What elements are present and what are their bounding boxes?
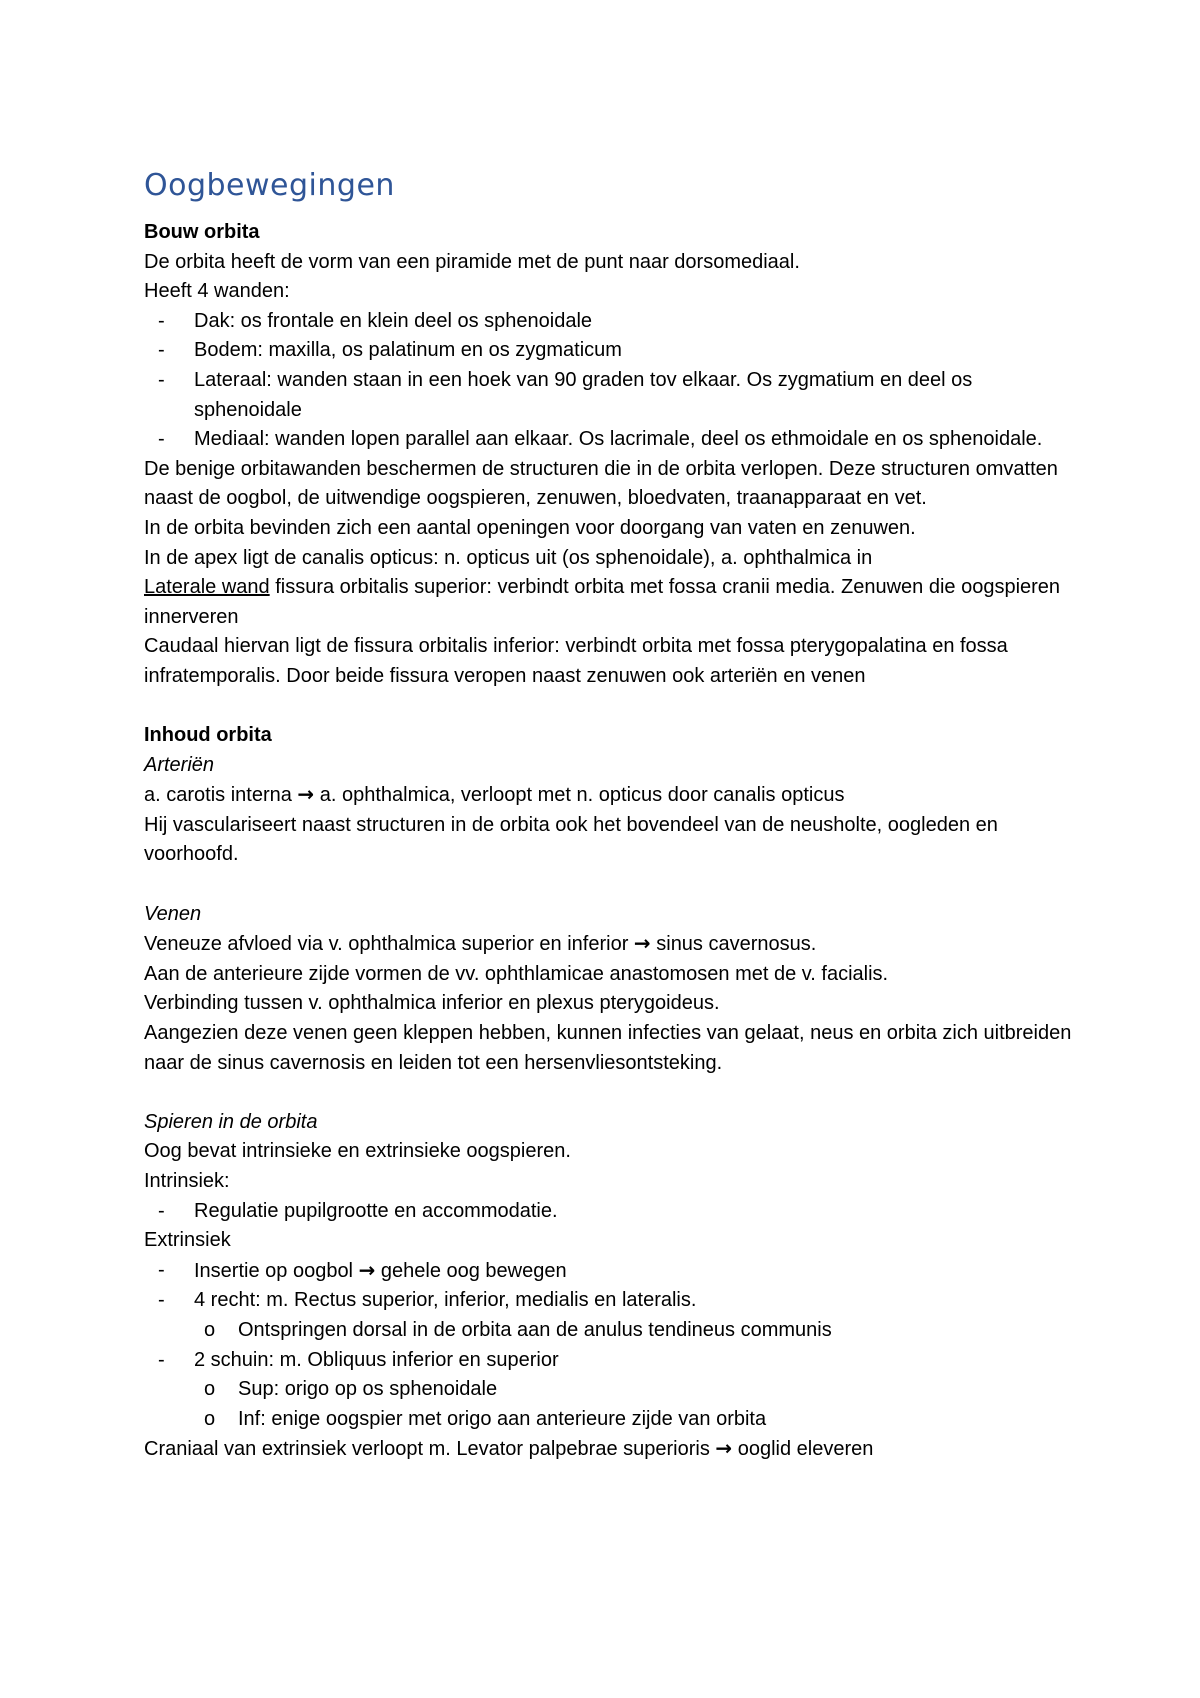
subheading-arterien: Arteriën — [144, 753, 215, 776]
list-item: - Bodem: maxilla, os palatinum en os zygmaticum — [144, 336, 1074, 366]
paragraph: Caudaal hiervan ligt de fissura orbitalis inferior: verbindt orbita met fossa pterygopalatina en fossa infratemporalis. Door beide fissura veropen naast zenuwen ook arteriën en venen — [144, 635, 1008, 687]
paragraph: In de orbita bevinden zich een aantal openingen voor doorgang van vaten en zenuwen. — [144, 516, 916, 539]
circle-marker: o — [204, 1318, 216, 1341]
list-item: o Sup: origo op os sphenoidale — [144, 1375, 1074, 1405]
extrinsic-list — [144, 1346, 1074, 1376]
paragraph: Hij vasculariseert naast structuren in de orbita ook het bovendeel van de neusholte, oogleden en voorhoofd. — [144, 813, 998, 866]
paragraph: De orbita heeft de vorm van een piramide met de punt naar dorsomediaal. — [144, 250, 800, 273]
list-item: - Insertie op oogbol → gehele oog bewegen — [144, 1256, 1074, 1287]
dash-marker: - — [158, 1258, 165, 1281]
paragraph: In de apex ligt de canalis opticus: n. opticus uit (os sphenoidale), a. ophthalmica in — [144, 546, 873, 569]
paragraph: a. carotis interna → a. ophthalmica, verloopt met n. opticus door canalis opticus — [144, 782, 845, 807]
list-item: - 2 schuin: m. Obliquus inferior en superior — [144, 1346, 1074, 1376]
sub-list — [144, 1316, 1074, 1346]
list-item: - 4 recht: m. Rectus superior, inferior, medialis en lateralis. — [144, 1286, 1074, 1316]
paragraph: Aangezien deze venen geen kleppen hebben, kunnen infecties van gelaat, neus en orbita zich uitbreiden naar de sinus cavernosis en leiden tot een hersenvliesontsteking. — [144, 1022, 1072, 1074]
paragraph: De benige orbitawanden beschermen de structuren die in de orbita verlopen. Deze structuren omvatten naast de oogbol, de uitwendige oogspieren, zenuwen, bloedvaten, traanapparaat en vet. — [144, 457, 1058, 510]
paragraph: Veneuze afvloed via v. ophthalmica superior en inferior → sinus cavernosus. — [144, 931, 817, 956]
paragraph: Extrinsiek — [144, 1229, 231, 1252]
paragraph: Intrinsiek: — [144, 1170, 230, 1192]
underlined-term: Laterale wand — [144, 576, 270, 599]
arrow-right-icon: → — [715, 1436, 733, 1461]
walls-list — [144, 307, 1074, 455]
arrow-right-icon: → — [358, 1257, 376, 1282]
dash-marker: - — [158, 1348, 165, 1371]
subheading-venen: Venen — [144, 902, 202, 925]
spacer — [144, 1078, 1074, 1108]
arrow-right-icon: → — [633, 931, 651, 956]
paragraph: Oog bevat intrinsieke en extrinsieke oogspieren. — [144, 1140, 571, 1163]
paragraph: Heeft 4 wanden: — [144, 280, 290, 303]
dash-marker: - — [158, 339, 165, 362]
paragraph: Craniaal van extrinsiek verloopt m. Levator palpebrae superioris → ooglid eleveren — [144, 1436, 874, 1461]
spacer — [144, 692, 1074, 722]
arrow-right-icon: → — [297, 782, 315, 807]
dash-marker: - — [158, 1199, 165, 1222]
dash-marker: - — [158, 1289, 165, 1312]
circle-marker: o — [204, 1378, 216, 1401]
list-item: - Regulatie pupilgrootte en accommodatie. — [144, 1197, 1074, 1227]
spacer — [144, 870, 1074, 900]
list-item: - Dak: os frontale en klein deel os sphenoidale — [144, 307, 1074, 337]
dash-marker: - — [158, 368, 165, 391]
paragraph: Laterale wand fissura orbitalis superior: verbindt orbita met fossa cranii media. Zenuwen die oogspieren innerveren — [144, 576, 1061, 628]
list-item: o Inf: enige oogspier met origo aan anterieure zijde van orbita — [144, 1405, 1074, 1435]
list-item: o Ontspringen dorsal in de orbita aan de anulus tendineus communis — [144, 1316, 1074, 1346]
section-heading-bouw: Bouw orbita — [144, 221, 260, 243]
paragraph: Verbinding tussen v. ophthalmica inferior en plexus pterygoideus. — [144, 992, 720, 1015]
extrinsic-list — [144, 1256, 1074, 1316]
dash-marker: - — [158, 309, 165, 332]
page-title: Oogbewegingen — [144, 168, 395, 203]
circle-marker: o — [204, 1407, 216, 1430]
paragraph: Aan de anterieure zijde vormen de vv. ophthlamicae anastomosen met de v. facialis. — [144, 962, 889, 985]
list-item: - Lateraal: wanden staan in een hoek van 90 graden tov elkaar. Os zygmatium en deel os sphenoidale — [144, 366, 1074, 425]
subheading-spieren: Spieren in de orbita — [144, 1110, 318, 1133]
list-item: - Mediaal: wanden lopen parallel aan elkaar. Os lacrimale, deel os ethmoidale en os sphenoidale. — [144, 425, 1074, 455]
section-heading-inhoud: Inhoud orbita — [144, 724, 272, 747]
document-body — [144, 168, 1074, 1465]
intrinsic-list — [144, 1197, 1074, 1227]
sub-list — [144, 1375, 1074, 1434]
dash-marker: - — [158, 428, 165, 451]
